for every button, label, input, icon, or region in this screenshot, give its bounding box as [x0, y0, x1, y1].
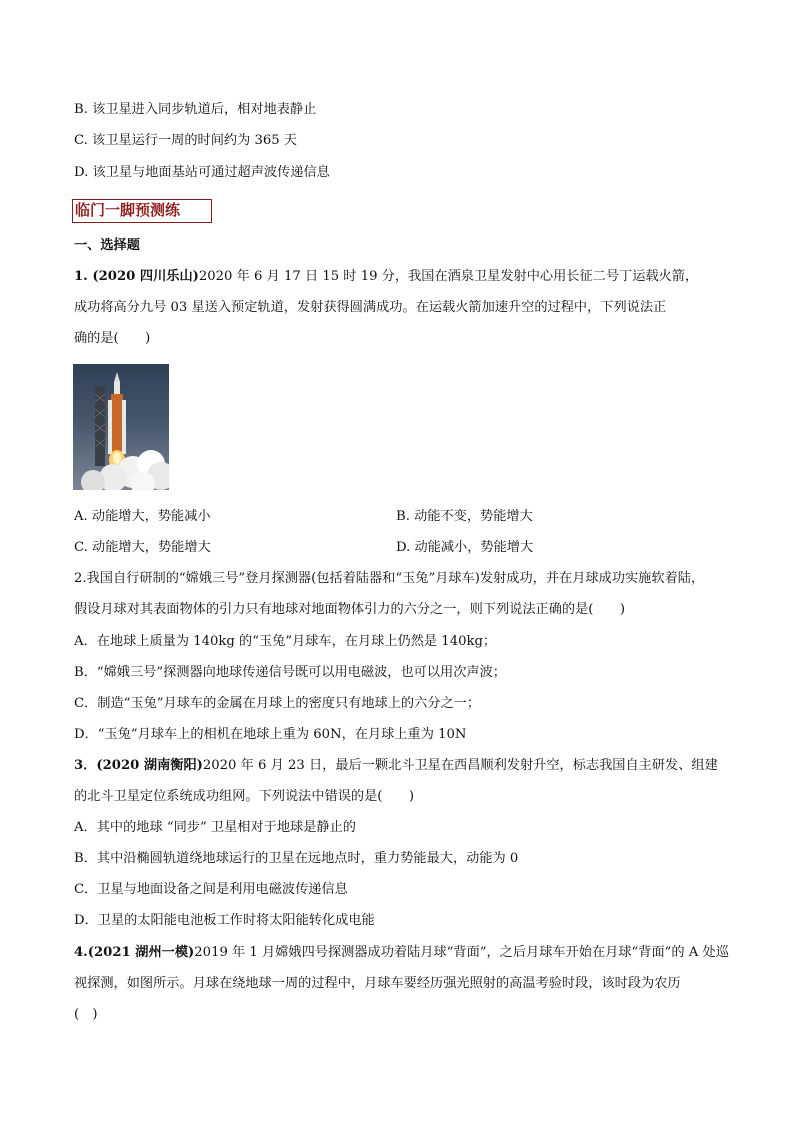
q2-option-c: C．制造“玉兔”月球车的金属在月球上的密度只有地球上的六分之一； — [74, 696, 481, 711]
q3-text1: 2020 年 6 月 23 日，最后一颗北斗卫星在西昌顺利发射升空，标志我国自主研发、组建 — [202, 758, 718, 773]
q2-line2: 假设月球对其表面物体的引力只有地球对地面物体引力的六分之一，则下列说法正确的是( ) — [74, 602, 625, 617]
q2-line1: 2.我国自行研制的“嫦娥三号”登月探测器(包括着陆器和“玉兔”月球车)发射成功，并在月球成功实施软着陆， — [74, 571, 705, 586]
q1-line3: 确的是( ) — [74, 331, 151, 346]
prev-option-c: C. 该卫星运行一周的时间约为 365 天 — [74, 133, 297, 148]
q2-option-a: A．在地球上质量为 140kg 的“玉兔”月球车，在月球上仍然是 140kg； — [74, 634, 497, 649]
prev-option-d: D. 该卫星与地面基站可通过超声波传递信息 — [74, 165, 330, 180]
subsection-title: 一、选择题 — [74, 238, 140, 253]
q3-line2: 的北斗卫星定位系统成功组网。下列说法中错误的是( ) — [74, 789, 414, 804]
q1-option-d: D. 动能减小，势能增大 — [396, 540, 534, 555]
q2-option-d: D．“玉兔”月球车上的相机在地球上重为 60N，在月球上重为 10N — [74, 727, 467, 742]
q3-source: 3．(2020 湖南衡阳) — [74, 758, 203, 773]
q4-line2: 视探测，如图所示。月球在绕地球一周的过程中，月球车要经历强光照射的高温考验时段，该时段为农历 — [74, 976, 681, 991]
q4-line1 — [74, 944, 729, 962]
q1-source: 1. (2020 四川乐山) — [74, 269, 199, 284]
q3-option-d: D．卫星的太阳能电池板工作时将太阳能转化成电能 — [74, 913, 375, 928]
q1-line2: 成功将高分九号 03 星送入预定轨道，发射获得圆满成功。在运载火箭加速升空的过程中，下列说法正 — [74, 300, 667, 315]
prev-option-b: B. 该卫星进入同步轨道后，相对地表静止 — [74, 102, 317, 117]
q1-text1: 2020 年 6 月 17 日 15 时 19 分，我国在酒泉卫星发射中心用长征二号丁运载火箭， — [198, 269, 699, 284]
q4-line3: ( ) — [74, 1007, 98, 1022]
rocket-launch-image — [73, 364, 169, 490]
q4-text1: 2019 年 1 月嫦娥四号探测器成功着陆月球“背面”，之后月球车开始在月球“背面”的 A 处巡 — [194, 945, 729, 960]
q3-option-b: B．其中沿椭圆轨道绕地球运行的卫星在远地点时，重力势能最大，动能为 0 — [74, 851, 519, 866]
q2-option-b: B．“嫦娥三号”探测器向地球传递信号既可以用电磁波，也可以用次声波； — [74, 665, 506, 680]
q3-line1 — [74, 757, 718, 775]
q3-option-c: C．卫星与地面设备之间是利用电磁波传递信息 — [74, 882, 348, 897]
q1-option-a: A. 动能增大，势能减小 — [74, 509, 211, 524]
q4-source: 4.(2021 湖州一模) — [74, 945, 195, 960]
q1-option-c: C. 动能增大，势能增大 — [74, 540, 211, 555]
section-title: 临门一脚预测练 — [72, 199, 212, 223]
q3-option-a: A．其中的地球 “同步” 卫星相对于地球是静止的 — [74, 820, 356, 835]
q1-line1 — [74, 268, 698, 286]
q1-option-b: B. 动能不变，势能增大 — [396, 509, 533, 524]
